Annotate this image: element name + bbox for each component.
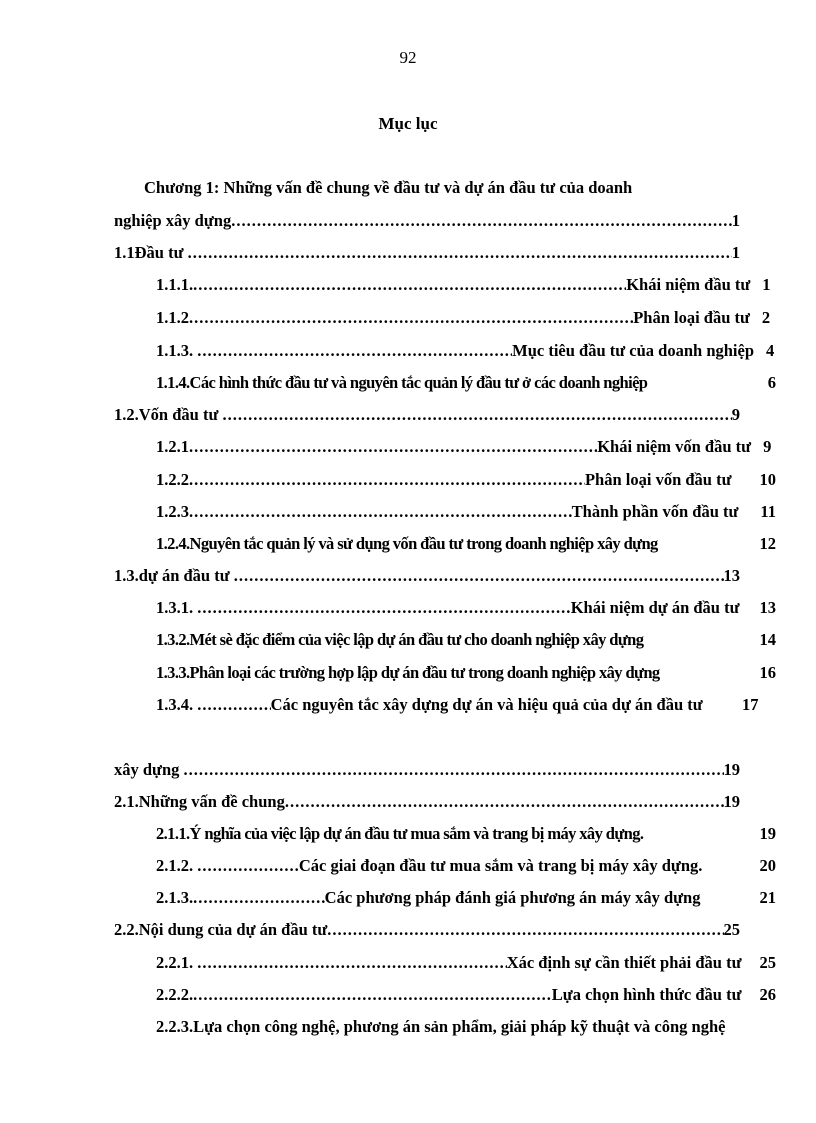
toc-label: Khái niệm vốn đầu tư [597, 437, 752, 456]
toc-label: dự án đầu tư [138, 566, 230, 585]
toc-label: xây dựng [114, 760, 180, 779]
toc-number: 2.1. [114, 792, 139, 811]
toc-entry-2-1-3[interactable] [156, 886, 776, 910]
toc-entry-1-3-3[interactable] [156, 661, 776, 685]
toc-page: 26 [759, 985, 776, 1004]
page-title: Mục lục [378, 114, 438, 133]
toc-page: 14 [759, 630, 776, 649]
toc-page: 11 [760, 502, 776, 521]
toc-number: 1.1.3. [156, 341, 194, 360]
toc-entry-2-1-2[interactable] [156, 854, 776, 878]
toc-label: 2.2.3.Lựa chọn công nghệ, phương án sản phẩm, giải pháp kỹ thuật và công nghệ [156, 1017, 726, 1036]
toc-dots [197, 854, 299, 878]
toc-label: Những vấn đề chung [138, 792, 285, 811]
toc-label: Lựa chọn hình thức đầu tư [551, 985, 742, 1004]
toc-label: Các nguyên tắc xây dựng dự án và hiệu quả của dự án đầu tư [270, 695, 703, 714]
toc-label: Các giai đoạn đầu tư mua sắm và trang bị máy xây dựng. [298, 856, 703, 875]
toc-dots [188, 241, 732, 265]
toc-dots [189, 468, 585, 492]
toc-dots [231, 209, 732, 233]
toc-entry-1-2-3[interactable] [156, 500, 776, 524]
toc-entry-1-2-1[interactable] [156, 435, 776, 459]
toc-number: 1.2.1 [156, 437, 189, 456]
toc-label: nghiệp xây dựng [114, 211, 232, 230]
toc-page: 6 [767, 373, 776, 392]
toc-label: 1.3.2.Mét sè đặc điểm của việc lập dự án đầu tư cho doanh nghiệp xây dựng [156, 630, 644, 649]
toc-number: 1.2.3 [156, 502, 189, 521]
toc-page: 1 [731, 243, 740, 262]
toc-dots [193, 273, 626, 297]
toc-entry-1-1-4[interactable] [156, 371, 776, 395]
toc-page: 4 [766, 341, 775, 360]
toc-number: 2.2.2. [156, 985, 194, 1004]
toc-page: 25 [723, 920, 740, 939]
toc-dots [197, 596, 570, 620]
toc-entry-1-3-1[interactable] [156, 596, 776, 620]
toc-entry-1-2-2[interactable] [156, 468, 776, 492]
toc-number: 2.1.3. [156, 888, 194, 907]
toc-entry-1-1-3[interactable] [156, 339, 776, 363]
toc-label: 1.3.3.Phân loại các trường hợp lập dự án đầu tư trong doanh nghiệp xây dựng [156, 663, 660, 682]
toc-dots [222, 403, 731, 427]
toc-dots [184, 758, 724, 782]
toc-dots [189, 306, 633, 330]
toc-number: 2.2.1. [156, 953, 194, 972]
toc-page: 25 [759, 953, 776, 972]
toc-entry-1-2-4[interactable] [156, 532, 776, 556]
toc-entry-2-2-3[interactable] [156, 1015, 816, 1039]
toc-label: 1.1.4.Các hình thức đầu tư và nguyên tắc quản lý đầu tư ở các doanh nghiệp [156, 373, 648, 392]
toc-label: 1.2.4.Nguyên tắc quản lý và sử dụng vốn đầu tư trong doanh nghiệp xây dựng [156, 534, 658, 553]
toc-entry-2-2-1[interactable] [156, 951, 776, 975]
toc-page: 13 [723, 566, 740, 585]
toc-dots [234, 564, 724, 588]
toc-label: Vốn đầu tư [138, 405, 219, 424]
toc-page: 19 [723, 792, 740, 811]
toc-label: Nội dung của dự án đầu tư [138, 920, 328, 939]
toc-label: Các phương pháp đánh giá phương án máy xây dựng [324, 888, 701, 907]
toc-chapter-2-line1[interactable] [131, 725, 781, 749]
toc-label: 2.1.1.Ý nghĩa của việc lập dự án đầu tư mua sắm và trang bị máy xây dựng. [156, 824, 644, 843]
toc-chapter-1-line1[interactable] [144, 176, 784, 200]
toc-page: 1 [762, 275, 771, 294]
toc-page: 9 [731, 405, 740, 424]
toc-entry-2-2-2[interactable] [156, 983, 776, 1007]
toc-page: 17 [742, 695, 759, 714]
toc-entry-1-1-2[interactable] [156, 306, 776, 330]
toc-page: 1 [731, 211, 740, 230]
toc-dots [197, 339, 512, 363]
toc-dots [197, 693, 270, 717]
toc-page: 12 [759, 534, 776, 553]
toc-section-1-1[interactable] [114, 241, 740, 265]
toc-label: Thành phần vốn đầu tư [571, 502, 739, 521]
toc-chapter-2-line2[interactable] [114, 758, 740, 782]
toc-page: 10 [759, 470, 776, 489]
toc-number: 2.2. [114, 920, 139, 939]
toc-entry-2-1-1[interactable] [156, 822, 776, 846]
toc-page: 9 [763, 437, 772, 456]
toc-page: 19 [759, 824, 776, 843]
toc-chapter-1-title: Chương 1: Những vấn đề chung về đầu tư và dự án đầu tư của doanh [144, 178, 633, 197]
toc-page: 16 [759, 663, 776, 682]
toc-number: 1.1.1. [156, 275, 194, 294]
toc-number: 1.2.2 [156, 470, 189, 489]
toc-label: Khái niệm đầu tư [626, 275, 751, 294]
toc-dots [327, 918, 723, 942]
toc-page: 2 [761, 308, 771, 327]
toc-entry-1-3-4[interactable] [156, 693, 776, 717]
toc-label: Đầu tư [134, 243, 184, 262]
toc-label: Phân loại vốn đầu tư [584, 470, 732, 489]
toc-dots [193, 886, 325, 910]
toc-dots [197, 951, 506, 975]
toc-number: 1.3.4. [156, 695, 194, 714]
toc-dots [193, 983, 552, 1007]
toc-chapter-1-line2[interactable] [114, 209, 740, 233]
toc-section-1-2[interactable] [114, 403, 740, 427]
toc-number: 1.3.1. [156, 598, 194, 617]
toc-label: Phân loại đầu tư [633, 308, 750, 327]
toc-number: 2.1.2. [156, 856, 194, 875]
toc-section-2-2[interactable] [114, 918, 740, 942]
toc-entry-1-1-1[interactable] [156, 273, 776, 297]
toc-section-1-3[interactable] [114, 564, 740, 588]
toc-dots [189, 435, 597, 459]
toc-section-2-1[interactable] [114, 790, 740, 814]
toc-entry-1-3-2[interactable] [156, 628, 776, 652]
toc-label: Khái niệm dự án đầu tư [570, 598, 740, 617]
toc-dots [285, 790, 724, 814]
toc-number: 1.2. [114, 405, 139, 424]
toc-label: Mục tiêu đầu tư của doanh nghiệp [512, 341, 755, 360]
toc-number: 1.1 [114, 243, 135, 262]
toc-page: 13 [759, 598, 776, 617]
toc-dots [189, 500, 572, 524]
toc-label: Xác định sự cần thiết phải đầu tư [506, 953, 742, 972]
page-number: 92 [399, 48, 417, 67]
toc-number: 1.1.2 [156, 308, 189, 327]
toc-page: 19 [723, 760, 740, 779]
toc-number: 1.3. [114, 566, 139, 585]
toc-page: 20 [759, 856, 776, 875]
toc-page: 21 [759, 888, 776, 907]
